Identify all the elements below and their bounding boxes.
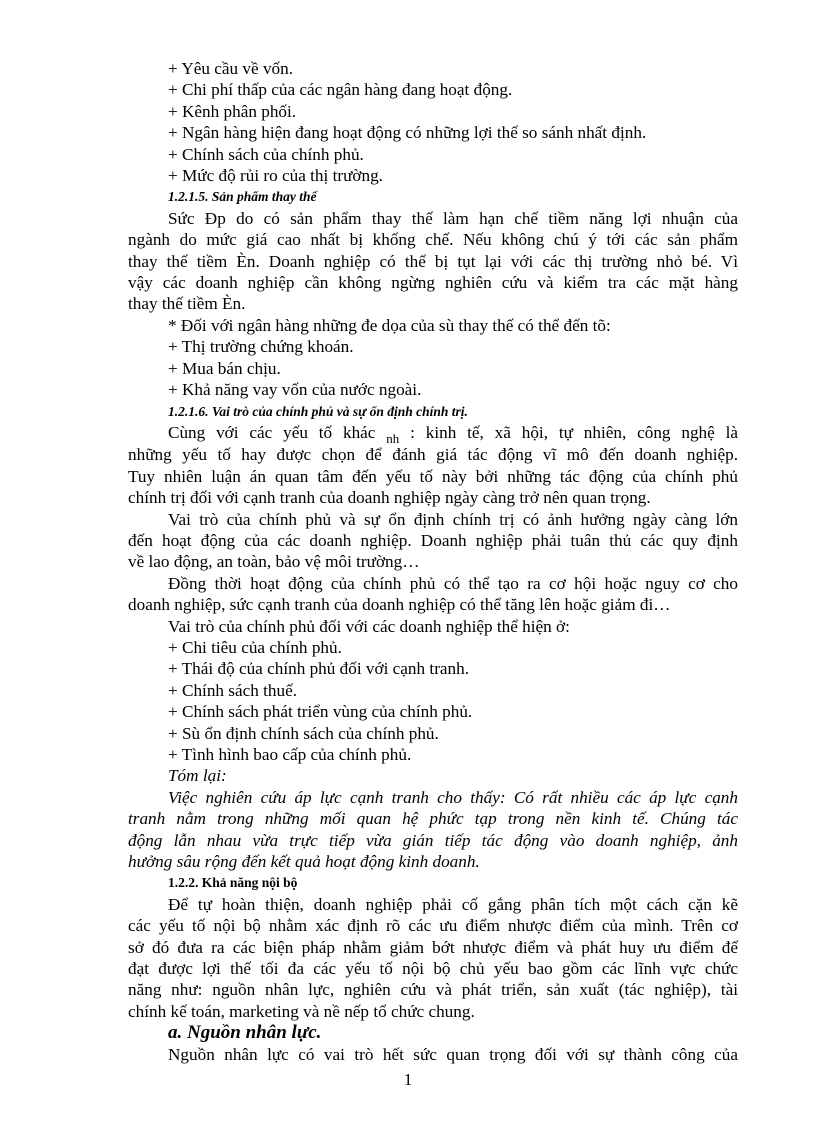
paragraph-line: thay thế tiềm Èn. Doanh nghiệp có thể bị tụt lại với các thị trường nhỏ bé. Vì [128,251,738,271]
list-item: + Sù ổn định chính sách của chính phủ. [168,723,439,743]
page-number: 1 [403,1070,413,1089]
paragraph-line: về lao động, an toàn, bảo vệ môi trường… [128,552,420,572]
paragraph-line: năng như: nguồn nhân lực, nghiên cứu và phát triển, sản xuất (tác nghiệp), tài [128,980,738,1000]
gov-subscript: nh [386,430,400,446]
paragraph-line: đạt được lợi thế tối đa các yếu tố nội bộ chủ yếu bao gồm các lĩnh vực chức [128,959,738,979]
paragraph-line: thay thế tiềm Èn. [128,294,246,314]
gov-text-end: : kinh tế, xã hội, tự nhiên, công nghệ là [410,422,739,442]
list-item: + Chính sách của chính phủ. [168,144,364,164]
summary-line: tranh nằm trong những mối quan hệ phức tạp trong nền kinh tế. Chúng tác [128,809,738,829]
summary-line: Việc nghiên cứu áp lực cạnh tranh cho thấy: Có rất nhiều các áp lực cạnh [168,787,738,807]
list-item: + Yêu cầu về vốn. [168,59,294,78]
section-heading-a: a. Nguồn nhân lực. [168,1022,322,1044]
list-item: + Chi phí thấp của các ngân hàng đang hoạt động. [168,80,513,100]
list-item: + Mua bán chịu. [168,358,281,378]
section-heading-122: 1.2.2. Khả năng nội bộ [168,875,298,891]
paragraph-line: Tuy nhiên luận án quan tâm đến yếu tố này bởi những tác động của chính phủ [128,466,738,486]
gov-role-intro: Vai trò của chính phủ đối với các doanh nghiệp thể hiện ở: [168,616,570,636]
list-item: + Chính sách thuế. [168,680,298,700]
paragraph-line: doanh nghiệp, sức cạnh tranh của doanh nghiệp có thể tăng lên hoặc giảm đi… [128,595,671,615]
list-item: + Ngân hàng hiện đang hoạt động có những lợi thế so sánh nhất định. [168,123,647,143]
list-item: + Chi tiêu của chính phủ. [168,637,342,657]
list-item: + Mức độ rủi ro của thị trường. [168,166,383,186]
paragraph-line: những yếu tố hay được chọn để đánh giá tác động vĩ mô đến doanh nghiệp. [128,445,738,465]
paragraph-line: ngành do mức giá cao nhất bị khống chế. Nếu không chú ý tới các sản phẩm [128,230,738,250]
paragraph-line: đến hoạt động của các doanh nghiệp. Doanh nghiệp phải tuân thủ các quy định [128,530,738,550]
summary-label: Tóm lại: [168,766,227,786]
summary-line: hưởng sâu rộng đến kết quả hoạt động kinh doanh. [128,852,480,872]
summary-line: động lẫn nhau vừa trực tiếp vừa gián tiếp tác động vào doanh nghiệp, ảnh [128,830,738,850]
paragraph-line: Nguồn nhân lực có vai trò hết sức quan trọng đối với sự thành công của [168,1044,738,1064]
paragraph-line: các yếu tố nội bộ nhằm xác định rõ các ưu điểm nhược điểm của mình. Trên cơ [128,916,738,936]
list-item: + Thái độ của chính phủ đối với cạnh tranh. [168,659,470,679]
gov-text-start: Cùng với các yếu tố khác [168,422,376,442]
paragraph-line: Để tự hoàn thiện, doanh nghiệp phải cố gắng phân tích một cách cặn kẽ [168,894,738,914]
list-item: + Kênh phân phối. [168,101,297,121]
paragraph-line [128,422,738,444]
paragraph-line: Vai trò của chính phủ và sự ổn định chính trị có ảnh hưởng ngày càng lớn [168,509,738,529]
paragraph-line: chính trị đối với cạnh tranh của doanh nghiệp ngày càng trở nên quan trọng. [128,488,651,508]
bank-threat-intro: * Đối với ngân hàng những đe dọa của sù thay thế có thể đến tõ: [168,315,611,335]
paragraph-line: chính kế toán, marketing và nề nếp tổ chức chung. [128,1001,475,1021]
list-item: + Tình hình bao cấp của chính phủ. [168,745,412,764]
section-heading-1215: 1.2.1.5. Sản phẩm thay thế [168,189,317,205]
list-item: + Chính sách phát triển vùng của chính phủ. [168,702,473,722]
paragraph-line: vậy các doanh nghiệp cần không ngừng nghiên cứu và kiểm tra các mặt hàng [128,273,738,293]
paragraph-line: Sức Ðp do có sản phẩm thay thế làm hạn chế tiềm năng lợi nhuận của [168,208,738,228]
paragraph-line: Đồng thời hoạt động của chính phủ có thể tạo ra cơ hội hoặc nguy cơ cho [168,573,738,593]
list-item: + Thị trường chứng khoán. [168,337,354,357]
paragraph-line: sở đó đưa ra các biện pháp nhằm giảm bớt nhược điểm và phát huy ưu điểm để [128,937,738,957]
section-heading-1216: 1.2.1.6. Vai trò của chính phủ và sự ổn định chính trị. [168,403,468,419]
document-body [128,58,738,1065]
list-item: + Khả năng vay vốn của nước ngoài. [168,380,422,400]
